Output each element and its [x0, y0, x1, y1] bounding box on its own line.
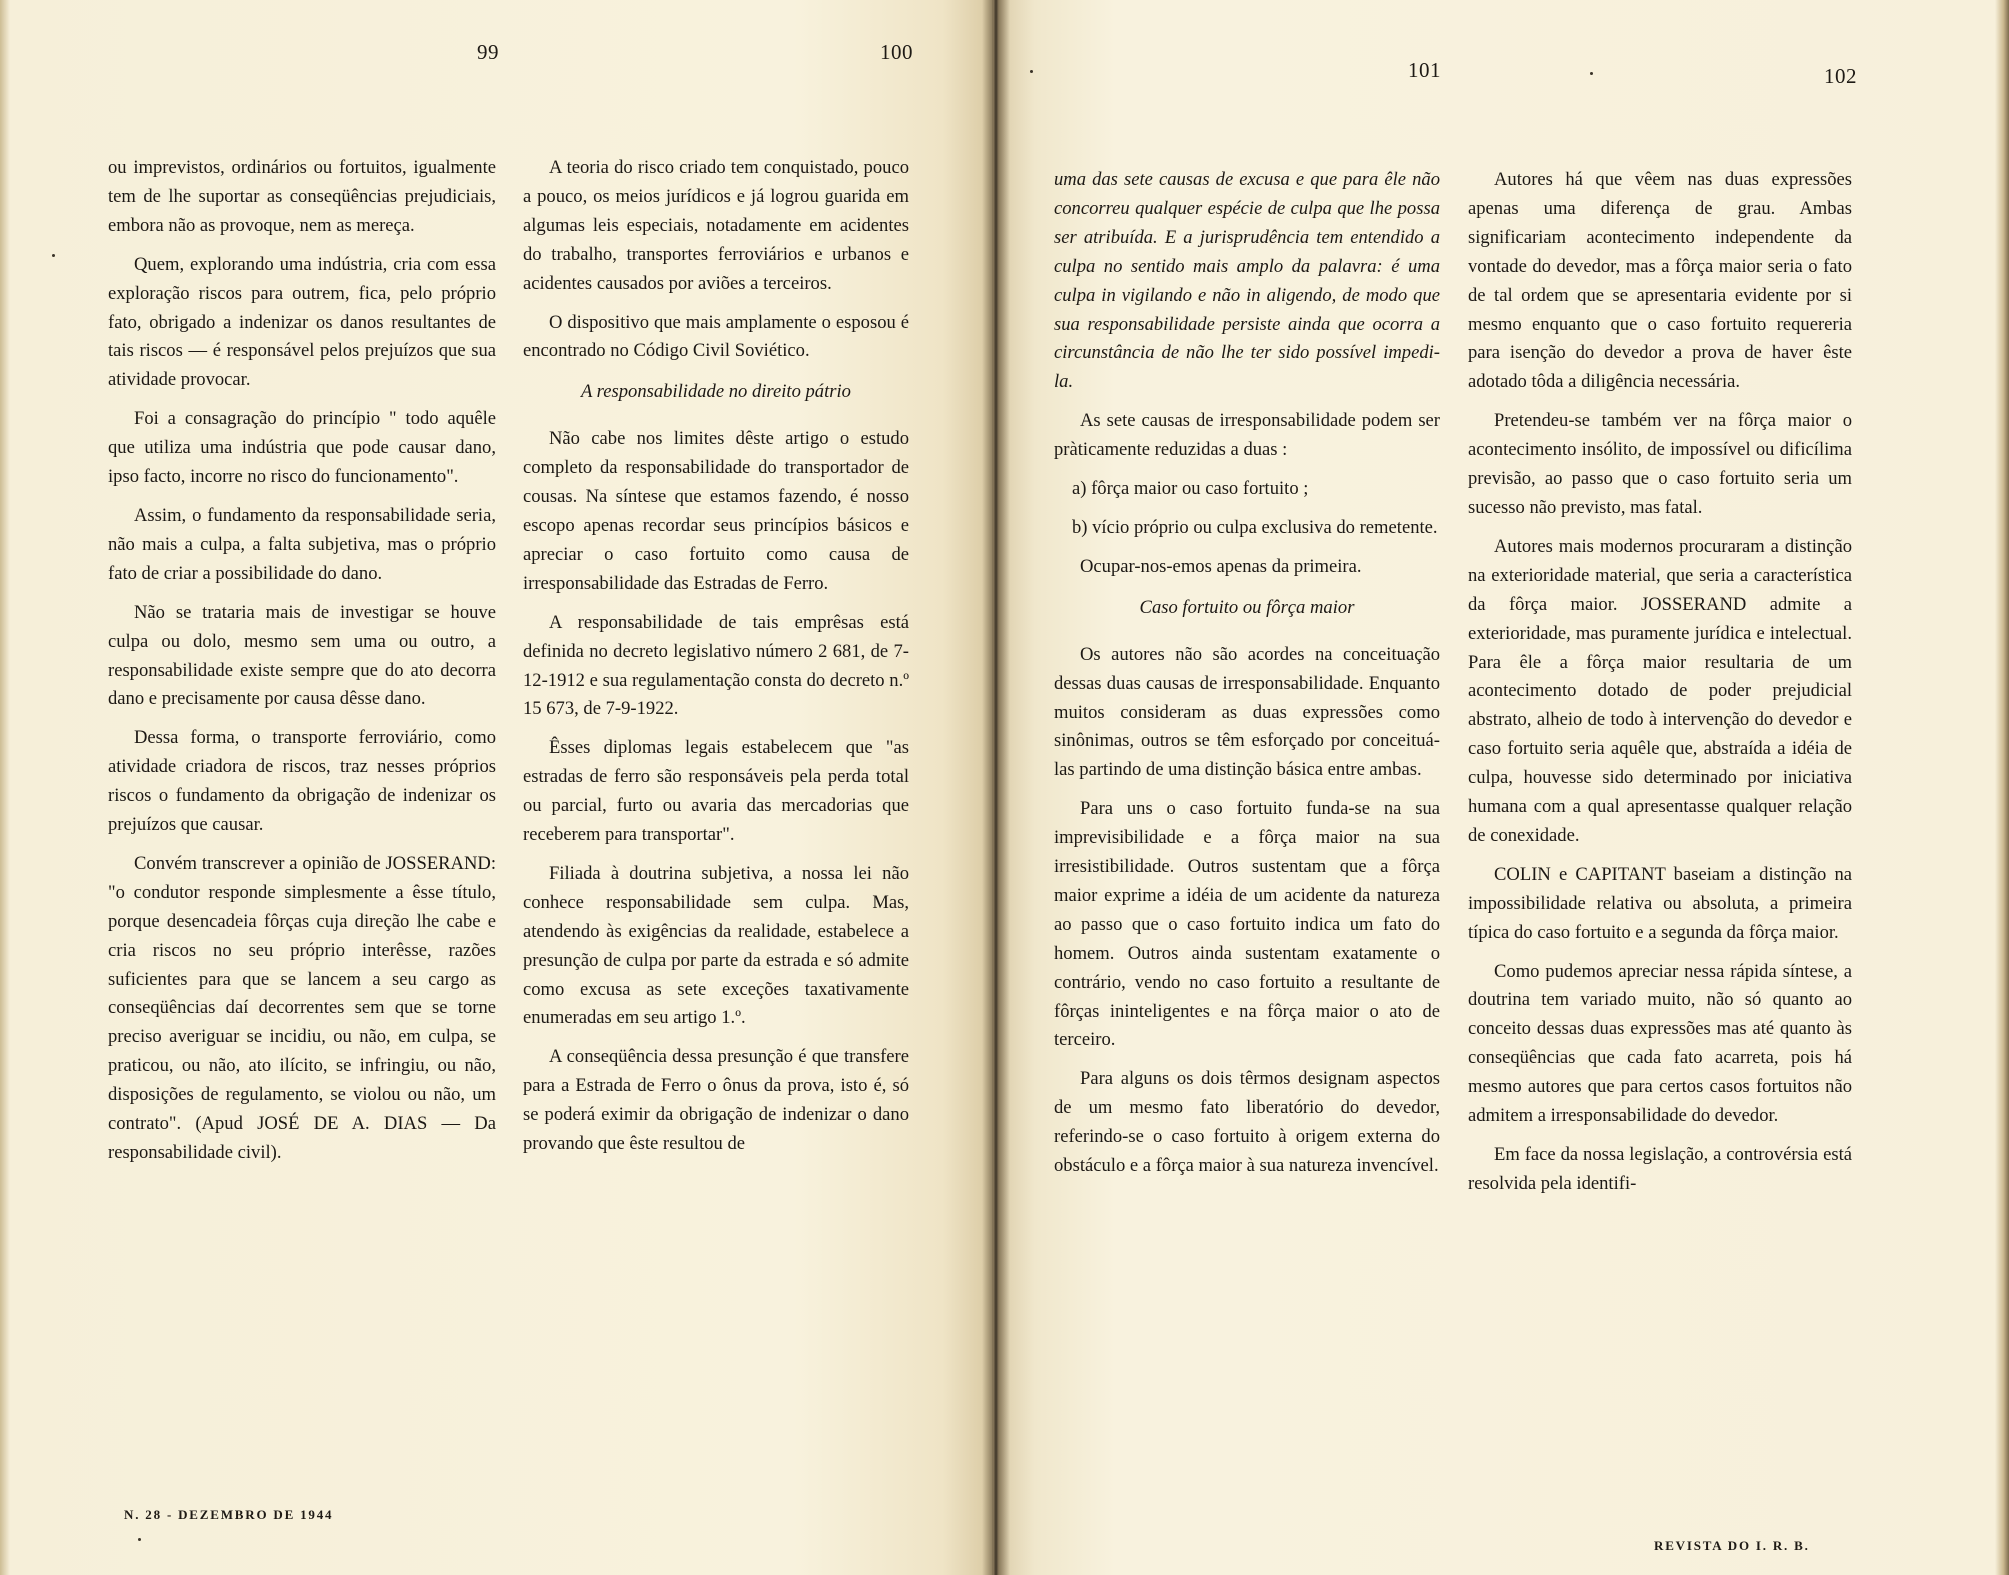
paper-speck	[1590, 72, 1593, 75]
left-page	[0, 0, 992, 1575]
footer-issue-date: N. 28 - DEZEMBRO DE 1944	[124, 1507, 334, 1522]
paragraph: Não se trataria mais de investigar se houve culpa ou dolo, mesmo sem uma ou outro, a responsabilidade existe sempre que do ato decorra dano e precisamente por causa dêsse dano.	[108, 601, 496, 710]
paper-speck	[52, 254, 55, 257]
paragraph: Como pudemos apreciar nessa rápida síntese, a doutrina tem variado muito, não só quanto ao conceito dessas duas expressões mas até quanto às conseqüências que cada fato acarreta, pois há mesmo autores que para certos casos fortuitos não admitem a irresponsabilidade do devedor.	[1468, 960, 1852, 1127]
page-number-100: 100	[880, 40, 913, 64]
paragraph: A responsabilidade de tais emprêsas está definida no decreto legislativo número 2 681, de 7-12-1912 e sua regulamentação consta do decreto n.º 15 673, de 7-9-1922.	[523, 611, 909, 720]
paragraph: Não cabe nos limites dêste artigo o estudo completo da responsabilidade do transportador de cousas. Na síntese que estamos fazendo, é nosso escopo apenas recordar seus princípios básicos e apreciar o caso fortuito como causa de irresponsabilidade das Estradas de Ferro.	[523, 428, 909, 594]
paragraph: COLIN e CAPITANT baseiam a distinção na impossibilidade relativa ou absoluta, a primeira típica do caso fortuito e a segunda da fôrça maior.	[1468, 863, 1852, 943]
paragraph: Os autores não são acordes na conceituação dessas duas causas de irresponsabilidade. Enquanto muitos consideram as duas expressões como sinônimas, outros se têm esforçado por conceituá-las partindo de uma distinção básica entre ambas.	[1054, 643, 1440, 781]
exception-list	[1054, 475, 1440, 543]
paragraph: Para uns o caso fortuito funda-se na sua imprevisibilidade e a fôrça maior na sua irresistibilidade. Outros sustentam que a fôrça maior exprime a idéia de um acidente da natureza ao passo que o caso fortuito indica um fato do homem. Outros ainda sustentam exatamente o contrário, vendo no caso fortuito a resultante de fôrças ininteligentes e na fôrça maior o ato de terceiro.	[1054, 798, 1440, 1051]
page-number-102: 102	[1824, 64, 1857, 88]
paragraph: uma das sete causas de excusa e que para êle não concorreu qualquer espécie de culpa que lhe possa ser atribuída. E a jurisprudência tem entendido a culpa no sentido mais amplo da palavra: é uma culpa in vigilando e não in aligendo, de modo que sua responsabilidade persiste ainda que ocorra a circunstância de não lhe ter sido possível impedi-la.	[1054, 169, 1440, 393]
paragraph: Autores há que vêem nas duas expressões apenas uma diferença de grau. Ambas significariam acontecimento independente da vontade do devedor, mas a fôrça maior seria o fato de tal ordem que se apresentaria evidente por si mesmo enquanto que o caso fortuito requereria para isenção do devedor a prova de haver êste adotado tôda a diligência necessária.	[1468, 169, 1852, 393]
paragraph: Dessa forma, o transporte ferroviário, como atividade criadora de riscos, traz nesses próprios riscos o fundamento da obrigação de indenizar os prejuízos que causar.	[108, 727, 496, 836]
book-gutter	[982, 0, 1010, 1575]
column-page-101	[1054, 166, 1440, 1191]
section-heading: Caso fortuito ou fôrça maior	[1139, 596, 1355, 618]
paragraph: Ocupar-nos-emos apenas da primeira.	[1080, 555, 1362, 577]
paragraph: Para alguns os dois têrmos designam aspectos de um mesmo fato liberatório do devedor, referindo-se o caso fortuito à origem externa do obstáculo e a fôrça maior à sua natureza invencível.	[1054, 1068, 1440, 1177]
paragraph: Convém transcrever a opinião de JOSSERAND: "o condutor responde simplesmente a êsse título, porque desencadeia fôrças cuja direção lhe cabe e cria riscos no seu próprio interêsse, razões suficientes para que se lancem a seu cargo as conseqüências daí decorrentes sem que se torne preciso averiguar se incidiu, ou não, em culpa, se praticou, ou não, ato ilícito, se infringiu, ou não, disposições de regulamento, se violou ou não, um contrato". (Apud JOSÉ DE A. DIAS — Da responsabilidade civil).	[108, 852, 496, 1163]
paragraph: As sete causas de irresponsabilidade podem ser pràticamente reduzidas a duas :	[1054, 410, 1440, 461]
paragraph: Quem, explorando uma indústria, cria com essa exploração riscos para outrem, fica, pelo próprio fato, obrigado a indenizar os danos resultantes de tais riscos — é responsável pelos prejuízos que sua atividade provocar.	[108, 253, 496, 391]
page-number-99: 99	[477, 40, 499, 64]
column-page-102	[1468, 166, 1852, 1209]
column-page-100	[523, 154, 909, 1169]
paragraph: Foi a consagração do princípio " todo aquêle que utiliza uma indústria que pode causar dano, ipso facto, incorre no risco do funcionamento".	[108, 408, 496, 488]
section-heading: A responsabilidade no direito pátrio	[581, 381, 851, 403]
footer-journal-name: REVISTA DO I. R. B.	[1654, 1538, 1810, 1553]
list-item: a) fôrça maior ou caso fortuito ;	[1072, 478, 1309, 500]
paragraph: A conseqüência dessa presunção é que transfere para a Estrada de Ferro o ônus da prova, isto é, só se poderá eximir da obrigação de indenizar o dano provando que êste resultou de	[523, 1046, 909, 1155]
paragraph: Assim, o fundamento da responsabilidade seria, não mais a culpa, a falta subjetiva, mas o próprio fato de criar a possibilidade do dano.	[108, 504, 496, 584]
paragraph: Filiada à doutrina subjetiva, a nossa lei não conhece responsabilidade sem culpa. Mas, atendendo às exigências da realidade, estabelece a presunção de culpa por parte da estrada e só admite como excusa as sete exceções taxativamente enumeradas em seu artigo 1.º.	[523, 862, 909, 1029]
paragraph: A teoria do risco criado tem conquistado, pouco a pouco, os meios jurídicos e já logrou guarida em algumas leis especiais, notadamente em acidentes do trabalho, transportes ferroviários e urbanos e acidentes causados por aviões a terceiros.	[523, 157, 909, 294]
right-page-edge	[1995, 0, 2009, 1575]
paragraph: O dispositivo que mais amplamente o esposou é encontrado no Código Civil Soviético.	[523, 311, 909, 362]
paragraph: Autores mais modernos procuraram a distinção na exterioridade material, que seria a característica da fôrça maior. JOSSERAND admite a exterioridade, mas puramente jurídica e intelectual. Para êle a fôrça maior resultaria de um acontecimento dotado de poder prejudicial abstrato, alheio de todo à intervenção do devedor e caso fortuito seria aquêle que, abstraída a idéia de culpa, houvesse sido determinado por iniciativa humana com a qual apresentasse qualquer relação de conexidade.	[1468, 535, 1852, 846]
left-page-edge	[0, 0, 10, 1575]
paragraph: Em face da nossa legislação, a controvérsia está resolvida pela identifi-	[1468, 1144, 1852, 1194]
list-item: b) vício próprio ou culpa exclusiva do remetente.	[1072, 516, 1438, 538]
right-page	[994, 0, 2009, 1575]
paragraph: ou imprevistos, ordinários ou fortuitos, igualmente tem de lhe suportar as conseqüências prejudiciais, embora não as provoque, nem as mereça.	[108, 157, 496, 236]
paragraph: Êsses diplomas legais estabelecem que "as estradas de ferro são responsáveis pela perda total ou parcial, furto ou avaria das mercadorias que receberem para transportar".	[523, 737, 909, 846]
column-page-99	[108, 154, 496, 1178]
paper-speck	[1030, 70, 1033, 73]
paper-speck	[138, 1538, 141, 1541]
page-number-101: 101	[1408, 58, 1441, 82]
paragraph: Pretendeu-se também ver na fôrça maior o acontecimento insólito, de impossível ou dificílima previsão, ao passo que o caso fortuito seria um sucesso não previsto, mas fatal.	[1468, 410, 1852, 518]
